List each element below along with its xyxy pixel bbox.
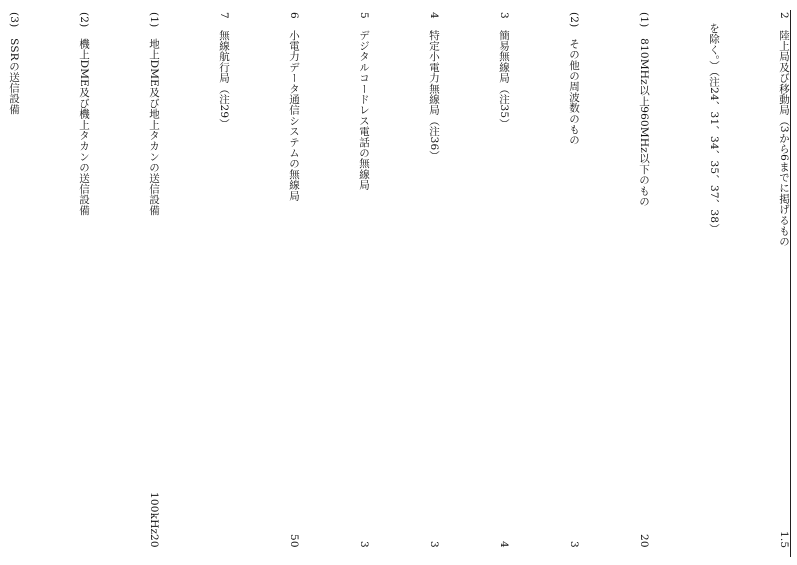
table-row-tolerance: 3 <box>358 541 370 548</box>
table-row-bandwidth: 100kHz <box>148 491 160 535</box>
table-row <box>440 12 510 548</box>
table-row-label: 4 特定小電力無線局（注36） <box>428 12 440 162</box>
table-row <box>20 12 90 548</box>
table-row <box>90 12 160 548</box>
table-row <box>510 12 580 548</box>
table-row <box>580 12 650 548</box>
table-row-label: (1) 810MHz以上960MHz以下のもの <box>638 12 650 207</box>
table-row-tolerance: 3 <box>568 541 580 548</box>
table-row-tolerance: 3 <box>428 541 440 548</box>
table-row <box>650 12 720 548</box>
table-row <box>160 12 230 548</box>
table-row-tolerance: 1.5 <box>778 530 790 548</box>
table-row-label: 7 無線航行局（注29） <box>218 12 230 129</box>
table-row-label: (1) 地上DME及び地上タカンの送信設備 <box>148 12 160 216</box>
table-row <box>0 12 20 548</box>
table-row-label: 5 デジタルコードレス電話の無線局 <box>358 12 370 191</box>
table-row-label: を除く。）（注24、31、34、35、37、38） <box>708 12 720 234</box>
table-row-tolerance: 20 <box>148 534 160 548</box>
table-row <box>370 12 440 548</box>
table-row <box>230 12 300 548</box>
table-row-label: (2) 機上DME及び機上タカンの送信設備 <box>78 12 90 216</box>
table-row-tolerance: 20 <box>638 534 650 548</box>
table-row-label: 6 小電力データ通信システムの無線局 <box>288 12 300 201</box>
table-row-label: 2 陸上局及び移動局（3から6までに掲げるもの <box>778 12 790 247</box>
table-row-label: (3) SSRの送信設備 <box>8 12 20 115</box>
table-row-tolerance: 50 <box>288 534 300 548</box>
table-row-tolerance: 4 <box>498 541 510 548</box>
table-row <box>720 12 790 548</box>
table-row-label: 3 簡易無線局（注35） <box>498 12 510 129</box>
table-row-label: (2) その他の周波数のもの <box>568 12 580 146</box>
frequency-table <box>0 10 791 557</box>
table-row <box>300 12 370 548</box>
